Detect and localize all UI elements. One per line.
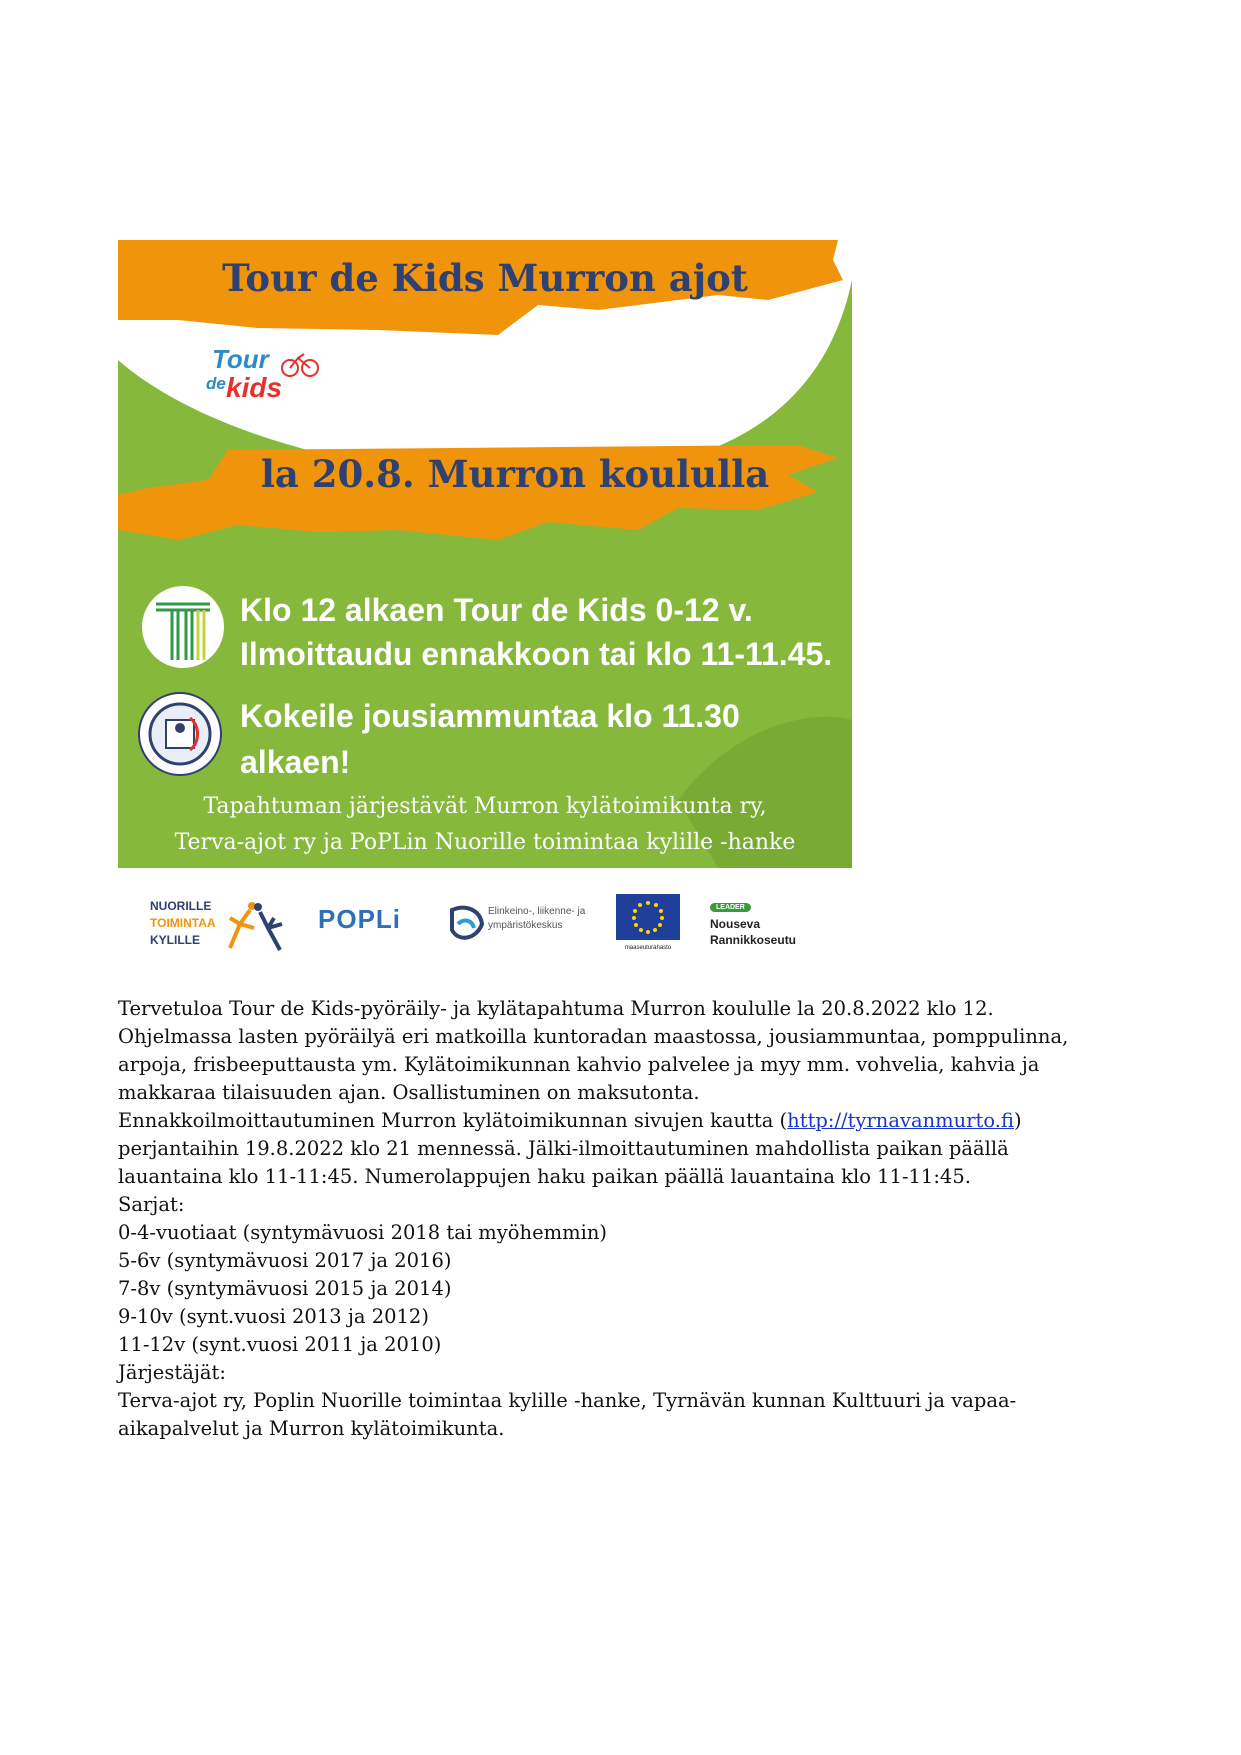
sponsor-logos — [150, 892, 840, 956]
registration-close-paren: ) — [1013, 1109, 1022, 1132]
eu-maaseuturahasto-logo — [616, 894, 680, 954]
bicycle-icon — [280, 350, 320, 380]
event-description — [118, 995, 1078, 1443]
tour-de-kids-logo — [206, 344, 316, 424]
series-item: 11-12v (synt.vuosi 2011 ja 2010) — [118, 1333, 442, 1356]
poster-line-2: Ilmoittaudu ennakkoon tai klo 11-11.45. — [240, 636, 833, 672]
series-item: 0-4-vuotiaat (syntymävuosi 2018 tai myöhemmin) — [118, 1221, 608, 1244]
eu-flag-icon — [616, 894, 680, 940]
poster-line-1: Klo 12 alkaen Tour de Kids 0-12 v. — [240, 592, 753, 628]
poster-footer-2: Terva-ajot ry ja PoPLin Nuorille toimintaa kylille -hanke — [174, 830, 796, 855]
nuorille-text-2: TOIMINTAA — [150, 916, 216, 930]
leader-tag: LEADER — [710, 903, 751, 912]
nuorille-text-1: NUORILLE — [150, 899, 212, 913]
leader-text-1: Nouseva — [710, 917, 761, 931]
popli-logo: POPLi — [318, 904, 402, 934]
body-line-4: makkaraa tilaisuuden ajan. Osallistuminen on maksutonta. — [118, 1081, 700, 1104]
nuorille-text-3: KYLILLE — [150, 933, 200, 947]
leader-text-2: Rannikkoseutu — [710, 933, 797, 947]
nuorille-toimintaa-kylille-logo — [150, 898, 300, 954]
series-item: 9-10v (synt.vuosi 2013 ja 2012) — [118, 1305, 429, 1328]
ely-text-1: Elinkeino-, liikenne- ja — [488, 906, 586, 917]
eu-caption: maaseuturahasto — [624, 945, 672, 951]
poster-footer-1: Tapahtuman järjestävät Murron kylätoimikunta ry, — [203, 794, 767, 819]
poster-line-4: alkaen! — [240, 744, 351, 780]
event-poster — [118, 240, 852, 868]
organizers-line-1: Terva-ajot ry, Poplin Nuorille toimintaa kylille -hanke, Tyrnävän kunnan Kulttuuri ja vapaa- — [118, 1389, 1017, 1412]
ely-emblem-icon — [446, 900, 486, 944]
archery-club-logo — [138, 692, 222, 776]
registration-link[interactable]: http://tyrnavanmurto.fi — [787, 1109, 1014, 1132]
poster-line-3: Kokeile jousiammuntaa klo 11.30 — [240, 698, 740, 734]
series-item: 7-8v (syntymävuosi 2015 ja 2014) — [118, 1277, 452, 1300]
logo-text-de: de — [206, 374, 226, 393]
body-line-5 — [118, 1107, 1078, 1135]
ely-keskus-logo — [446, 900, 606, 950]
nouseva-rannikkoseutu-logo — [710, 896, 840, 954]
poster-date-place: la 20.8. Murron koululla — [260, 452, 770, 496]
organizers-line-2: aikapalvelut ja Murron kylätoimikunta. — [118, 1417, 505, 1440]
registration-text: Ennakkoilmoittautuminen Murron kylätoimikunnan sivujen kautta ( — [118, 1109, 788, 1132]
series-heading: Sarjat: — [118, 1193, 185, 1216]
poster-background — [118, 240, 852, 868]
ely-text-2: ympäristökeskus — [488, 920, 563, 931]
series-item: 5-6v (syntymävuosi 2017 ja 2016) — [118, 1249, 452, 1272]
logo-text-tour: Tour — [212, 344, 269, 374]
body-line-7: lauantaina klo 11-11:45. Numerolappujen haku paikan päällä lauantaina klo 11-11:45. — [118, 1165, 971, 1188]
poster-title: Tour de Kids Murron ajot — [222, 256, 748, 300]
body-line-3: arpoja, frisbeeputtausta ym. Kylätoimikunnan kahvio palvelee ja myy mm. vohvelia, kahvia ja — [118, 1053, 1040, 1076]
body-line-1: Tervetuloa Tour de Kids-pyöräily- ja kylätapahtuma Murron koululle la 20.8.2022 klo 12. — [118, 997, 994, 1020]
body-line-6: perjantaihin 19.8.2022 klo 21 mennessä. Jälki-ilmoittautuminen mahdollista paikan päällä — [118, 1137, 1009, 1160]
organizers-heading: Järjestäjät: — [118, 1361, 226, 1384]
body-line-2: Ohjelmassa lasten pyöräilyä eri matkoilla kuntoradan maastossa, jousiammuntaa, pomppulinna, — [118, 1025, 1069, 1048]
terva-ajot-logo — [142, 586, 224, 668]
people-jumping-icon — [222, 898, 288, 954]
logo-text-kids: kids — [226, 372, 283, 403]
